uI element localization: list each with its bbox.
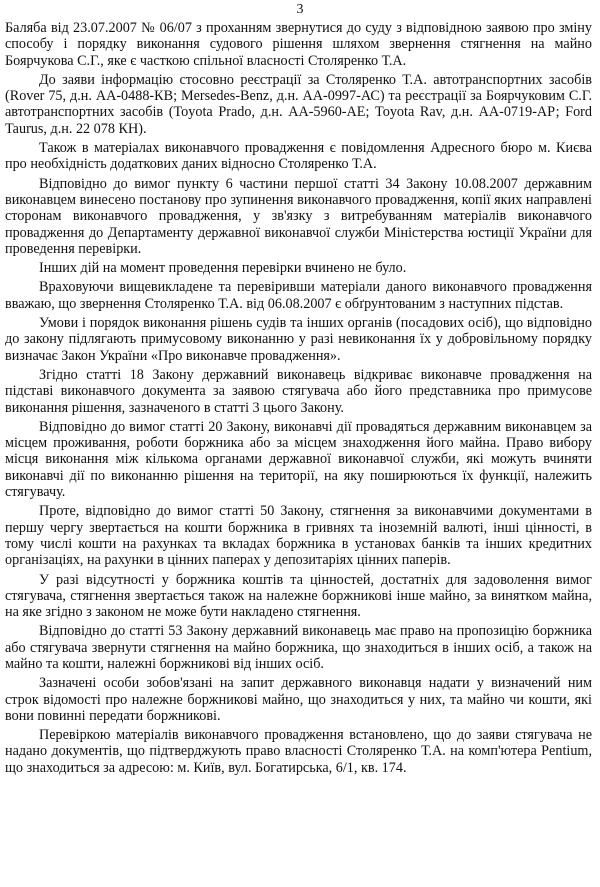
paragraph: Згідно статті 18 Закону державний виконавець відкриває виконавче провадження на підставі виконавчого документа за заявою стягувача або його представника про примусове виконання рішення, зазначеного в статті 3 цього Закону. — [5, 366, 592, 416]
paragraph: Зазначені особи зобов'язані на запит державного виконавця надати у визначений ним строк відомості про належне боржникові майно, що знаходиться у них, та майно чи кошти, які вони повинні передати боржникові. — [5, 675, 592, 724]
paragraph: Баляба від 23.07.2007 № 06/07 з проханням звернутися до суду з відповідною заявою про зміну способу і порядку виконання судового рішення шляхом звернення стягнення на майно Боярчукова С.Г., яке є часткою спільної власності Столяренко Т.А. — [5, 20, 592, 69]
paragraph: Умови і порядок виконання рішень судів та інших органів (посадових осіб), що відповідно до закону підлягають примусовому виконанню у разі невиконання їх у добровільному порядку визначає Закон України «Про виконавче провадження». — [5, 315, 592, 364]
paragraph: Відповідно до вимог статті 20 Закону, виконавчі дії провадяться державним виконавцем за місцем проживання, роботи боржника або за місцем знаходження його майна. Право вибору місця виконання між кількома органами державної виконавчої служби, які можуть вчиняти виконавчі дії по виконанню рішення на території, на яку поширюються їх функції, належить стягувачу. — [5, 418, 592, 501]
paragraph: Перевіркою матеріалів виконавчого провадження встановлено, що до заяви стягувача не надано документів, що підтверджують право власності Столяренко Т.А. на комп'ютера Pentium, що знаходиться за адресою: м. Київ, вул. Богатирська, 6/1, кв. 174. — [5, 727, 592, 776]
paragraph: Проте, відповідно до вимог статті 50 Закону, стягнення за виконавчими документами в першу чергу звертається на кошти боржника в гривнях та іноземній валюті, інші цінності, в тому числі кошти на рахунках та вкладах боржника в установах банків та інших кредитних організаціях, на рахунки в цінних паперах у депозитаріях цінних паперів. — [5, 503, 592, 569]
paragraph: Відповідно до статті 53 Закону державний виконавець має право на пропозицію боржника або стягувача звернути стягнення на майно боржника, що знаходиться в інших осіб, а також на майно та кошти, належні боржникові від інших осіб. — [5, 623, 592, 672]
document-body — [5, 20, 592, 779]
paragraph: Інших дій на момент проведення перевірки вчинено не було. — [39, 260, 407, 277]
paragraph: Відповідно до вимог пункту 6 частини першої статті 34 Закону 10.08.2007 державним виконавцем винесено постанову про зупинення виконавчого провадження, копії яких направлені сторонам виконавчого провадження, у зв'язку з витребуванням матеріалів виконавчого провадження до Департаменту державної виконавчої служби Міністерства юстиції України для проведення перевірки. — [5, 175, 592, 257]
paragraph: До заяви інформацію стосовно реєстрації за Столяренко Т.А. автотранспортних засобів (Rover 75, д.н. АА-0488-КВ; Mersedes-Benz, д.н. АА-0997-АС) та реєстрації за Боярчуковим С.Г. автотранспортних засобів (Toyota Prado, д.н. АА-5960-АЕ; Toyota Rav, д.н. АА-0719-АР; Ford Taurus, д.н. 22 078 КН). — [5, 71, 592, 137]
paragraph: Враховуючи вищевикладене та перевіривши матеріали даного виконавчого провадження вважаю, що звернення Столяренко Т.А. від 06.08.2007 є обґрунтованим з наступних підстав. — [5, 279, 592, 312]
paragraph: Також в матеріалах виконавчого провадження є повідомлення Адресного бюро м. Києва про необхідність додаткових даних відносно Столяренко Т.А. — [5, 140, 592, 173]
paragraph: У разі відсутності у боржника коштів та цінностей, достатніх для задоволення вимог стягувача, стягнення звертається також на належне боржникові інше майно, за винятком майна, на яке згідно з законом не може бути накладено стягнення. — [5, 571, 592, 621]
page-number: 3 — [296, 2, 304, 17]
